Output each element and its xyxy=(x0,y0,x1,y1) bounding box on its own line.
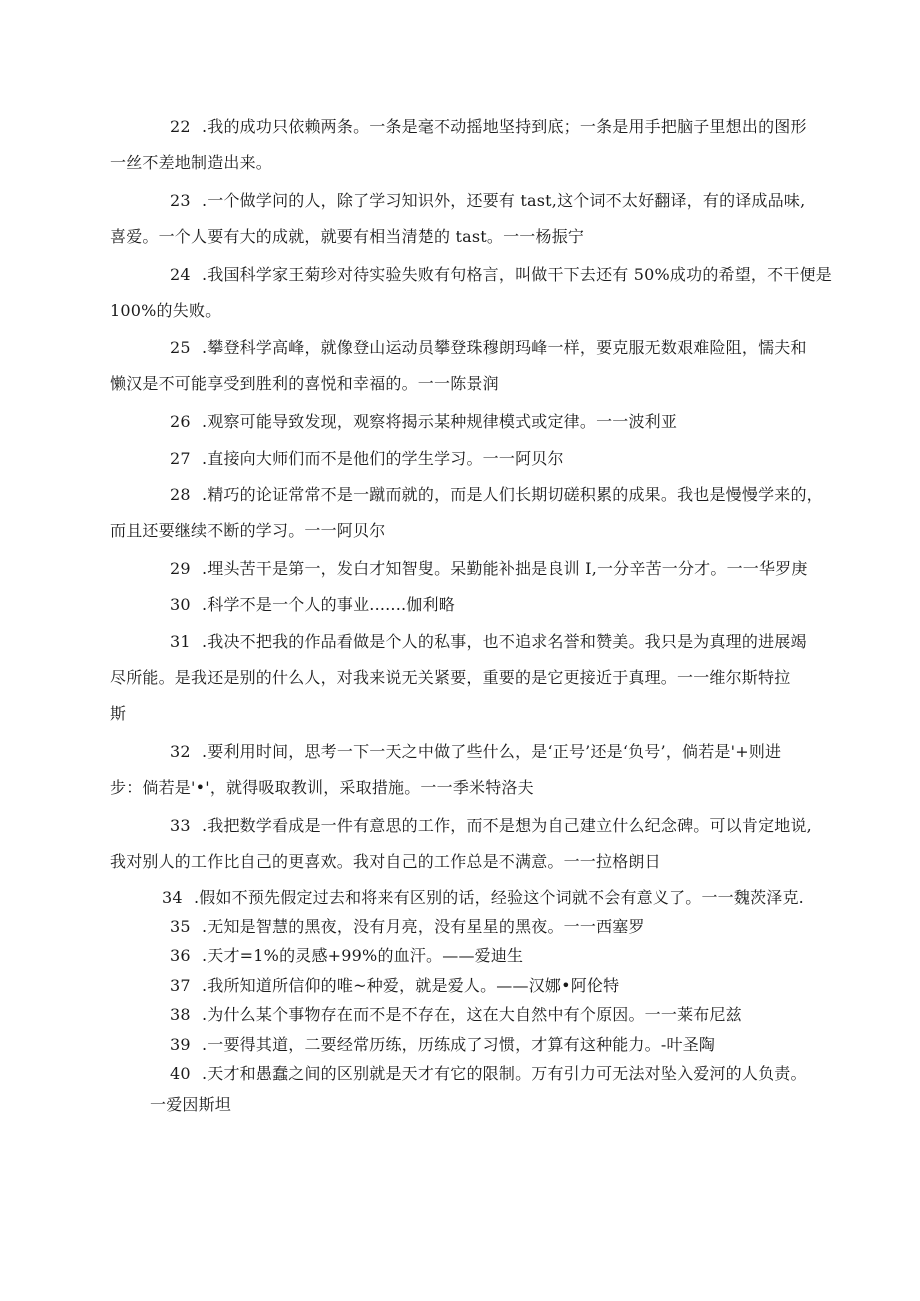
quote-text: .我决不把我的作品看做是个人的私事，也不追求名誉和赞美。我只是为真理的进展竭 xyxy=(202,632,807,651)
quote-28-line-2 xyxy=(110,521,385,541)
quote-number: 33 xyxy=(170,816,191,835)
quote-text: .为什么某个事物存在而不是不存在，这在大自然中有个原因。一一莱布尼兹 xyxy=(202,1005,742,1024)
quote-number: 34 xyxy=(162,888,183,907)
quote-34-line-1 xyxy=(162,888,804,908)
quote-text: .一要得其道，二要经常历练，历练成了习惯，才算有这种能力。-叶圣陶 xyxy=(202,1035,716,1054)
quote-text: 100%的失败。 xyxy=(110,301,222,320)
quote-33-line-2 xyxy=(110,852,661,872)
quote-27-line-1 xyxy=(170,449,564,469)
quote-24-line-1 xyxy=(170,265,832,285)
quote-31-line-2 xyxy=(110,668,790,688)
quote-text: .我所知道所信仰的唯~种爱，就是爱人。——汉娜•阿伦特 xyxy=(202,976,620,995)
quote-text: .一个做学问的人，除了学习知识外，还要有 tast,这个词不太好翻译，有的译成品味, xyxy=(202,191,806,210)
quote-number: 26 xyxy=(170,412,191,431)
quote-text: 步：倘若是'•'，就得吸取教训，采取措施。一一季米特洛夫 xyxy=(110,778,534,797)
quote-30-line-1 xyxy=(170,595,455,615)
quote-text: .攀登科学高峰，就像登山运动员攀登珠穆朗玛峰一样，要克服无数艰难险阻，懦夫和 xyxy=(202,338,807,357)
quote-25-line-2 xyxy=(110,374,499,394)
quote-29-line-1 xyxy=(170,559,808,579)
quote-26-line-1 xyxy=(170,412,677,432)
quote-22-line-1 xyxy=(170,117,807,137)
quote-number: 32 xyxy=(170,742,191,761)
quote-number: 24 xyxy=(170,265,191,284)
quote-text: .埋头苦干是第一，发白才知智叟。呆勤能补拙是良训 I,一分辛苦一分才。一一华罗庚 xyxy=(202,559,808,578)
quote-text: .我的成功只依赖两条。一条是毫不动摇地坚持到底；一条是用手把脑子里想出的图形 xyxy=(202,117,807,136)
quote-38-line-1 xyxy=(170,1005,742,1025)
quote-40-line-1 xyxy=(170,1064,807,1084)
quote-text: 我对别人的工作比自己的更喜欢。我对自己的工作总是不满意。一一拉格朗日 xyxy=(110,852,661,871)
quote-36-line-1 xyxy=(170,946,523,966)
quote-number: 28 xyxy=(170,485,191,504)
quote-number: 38 xyxy=(170,1005,191,1024)
quote-text: .我国科学家王菊珍对待实验失败有句格言，叫做干下去还有 50%成功的希望，不干便是 xyxy=(202,265,832,284)
quote-text: 喜爱。一个人要有大的成就，就要有相当清楚的 tast。一一杨振宁 xyxy=(110,227,585,246)
quote-25-line-1 xyxy=(170,338,807,358)
quote-number: 27 xyxy=(170,449,191,468)
quote-text: 尽所能。是我还是别的什么人，对我来说无关紧要，重要的是它更接近于真理。一一维尔斯特拉 xyxy=(110,668,791,687)
quote-33-line-1 xyxy=(170,816,812,836)
quote-23-line-2 xyxy=(110,227,584,247)
quote-number: 31 xyxy=(170,632,191,651)
quote-text: .科学不是一个人的事业.......伽利略 xyxy=(202,595,455,614)
quote-number: 30 xyxy=(170,595,191,614)
quote-22-line-2 xyxy=(110,153,272,173)
quote-text: .直接向大师们而不是他们的学生学习。一一阿贝尔 xyxy=(202,449,564,468)
quote-39-line-1 xyxy=(170,1035,715,1055)
quote-23-line-1 xyxy=(170,191,805,211)
quote-text: .我把数学看成是一件有意思的工作，而不是想为自己建立什么纪念碑。可以肯定地说, xyxy=(202,816,812,835)
quote-number: 25 xyxy=(170,338,191,357)
quote-text: .要利用时间，思考一下一天之中做了些什么，是‘正号’还是‘负号’，倘若是'+则进 xyxy=(202,742,782,761)
quote-text: .观察可能导致发现，观察将揭示某种规律模式或定律。一一波利亚 xyxy=(202,412,678,431)
quote-text: .天才=1%的灵感+99%的血汗。——爱迪生 xyxy=(202,946,524,965)
quote-28-line-1 xyxy=(170,485,823,505)
quote-37-line-1 xyxy=(170,976,619,996)
quote-number: 36 xyxy=(170,946,191,965)
quote-32-line-1 xyxy=(170,742,781,762)
quote-number: 23 xyxy=(170,191,191,210)
quote-text: .天才和愚蠢之间的区别就是天才有它的限制。万有引力可无法对坠入爱河的人负责。 xyxy=(202,1064,807,1083)
quote-31-line-1 xyxy=(170,632,807,652)
quote-number: 37 xyxy=(170,976,191,995)
quote-text: .精巧的论证常常不是一蹴而就的，而是人们长期切磋积累的成果。我也是慢慢学来的， xyxy=(202,485,823,504)
quote-text: 一丝不差地制造出来。 xyxy=(110,153,273,172)
quote-text: 而且还要继续不断的学习。一一阿贝尔 xyxy=(110,521,386,540)
quote-35-line-1 xyxy=(170,917,645,937)
quote-text: 斯 xyxy=(110,704,127,723)
quote-24-line-2 xyxy=(110,301,221,321)
quote-number: 40 xyxy=(170,1064,191,1083)
quote-text: 懒汉是不可能享受到胜利的喜悦和幸福的。一一陈景润 xyxy=(110,374,499,393)
quote-text: .无知是智慧的黑夜，没有月亮，没有星星的黑夜。一一西塞罗 xyxy=(202,917,645,936)
quote-text: 一爱因斯坦 xyxy=(150,1095,232,1114)
quote-text: .假如不预先假定过去和将来有区别的话，经验这个词就不会有意义了。一一魏茨泽克. xyxy=(194,888,804,907)
quote-40-line-2 xyxy=(150,1095,231,1115)
quote-31-line-3 xyxy=(110,704,126,724)
quote-number: 35 xyxy=(170,917,191,936)
quote-number: 39 xyxy=(170,1035,191,1054)
quote-number: 29 xyxy=(170,559,191,578)
quote-32-line-2 xyxy=(110,778,534,798)
quote-number: 22 xyxy=(170,117,191,136)
